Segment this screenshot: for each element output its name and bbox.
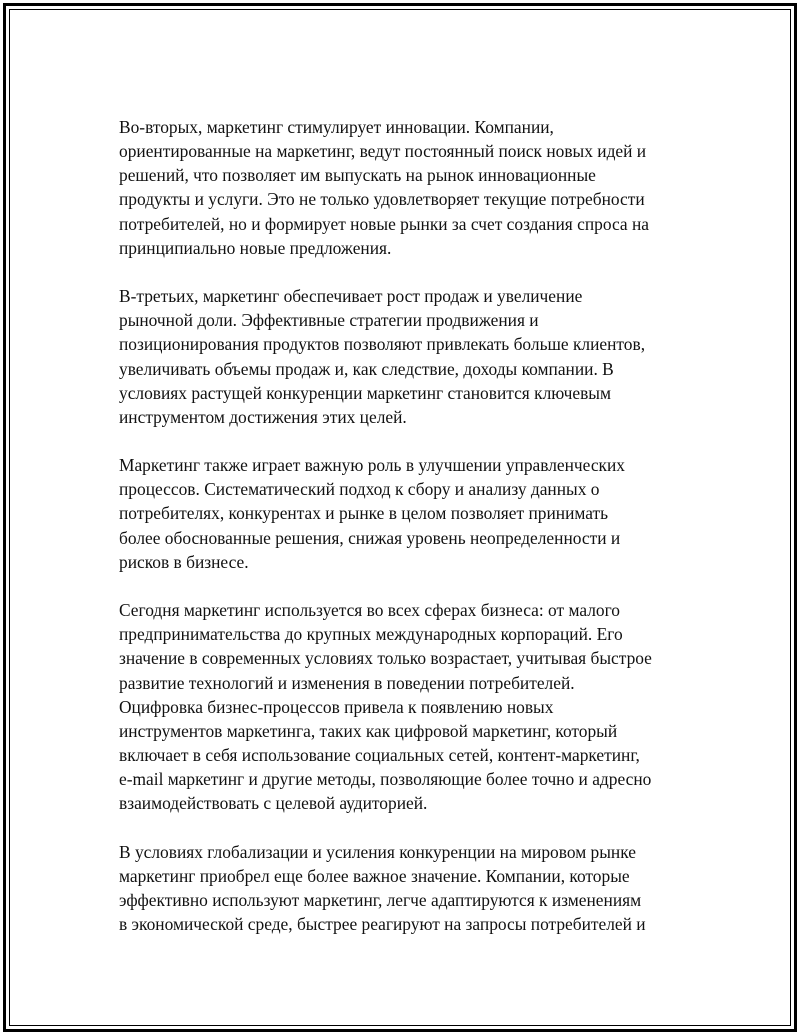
text-line: инструментов маркетинга, таких как цифровой маркетинг, который [119,720,618,741]
text-line: условиях растущей конкуренции маркетинг становится ключевым [119,382,611,403]
text-line: потребителях, конкурентах и рынке в целом позволяет принимать [119,503,609,524]
text-line: процессов. Систематический подход к сбору и анализу данных о [119,479,600,500]
text-line: Маркетинг также играет важную роль в улучшении управленческих [119,455,625,476]
text-line: взаимодействовать с целевой аудиторией. [119,793,428,814]
text-line: маркетинг приобрел еще более важное значение. Компании, которые [119,865,630,886]
text-line: ориентированные на маркетинг, ведут постоянный поиск новых идей и [119,141,647,162]
text-line: e-mail маркетинг и другие методы, позволяющие более точно и адресно [119,769,652,790]
text-line: В-третьих, маркетинг обеспечивает рост продаж и увеличение [119,286,583,307]
text-line: потребителей, но и формирует новые рынки за счет создания спроса на [119,213,650,234]
paragraph-1 [119,115,699,260]
paragraph-4 [119,598,699,815]
text-line: значение в современных условиях только возрастает, учитывая быстрое [119,648,652,669]
text-line: эффективно используют маркетинг, легче адаптируются к изменениям [119,889,642,910]
text-line: рисков в бизнесе. [119,551,249,572]
paragraph-2 [119,284,699,429]
text-line: рыночной доли. Эффективные стратегии продвижения и [119,310,539,331]
text-line: продукты и услуги. Это не только удовлетворяет текущие потребности [119,189,645,210]
text-line: предпринимательства до крупных международных корпораций. Его [119,624,623,645]
text-line: развитие технологий и изменения в поведении потребителей. [119,672,575,693]
paragraph-5 [119,840,699,937]
text-line: включает в себя использование социальных сетей, контент-маркетинг, [119,745,640,766]
text-line: Оцифровка бизнес-процессов привела к появлению новых [119,696,554,717]
text-line: решений, что позволяет им выпускать на рынок инновационные [119,165,596,186]
document-body [119,115,699,960]
text-line: Во-вторых, маркетинг стимулирует инновации. Компании, [119,117,554,137]
text-line: в экономической среде, быстрее реагируют на запросы потребителей и [119,914,646,935]
text-line: увеличивать объемы продаж и, как следствие, доходы компании. В [119,358,614,379]
paragraph-3 [119,453,699,574]
text-line: инструментом достижения этих целей. [119,406,407,427]
text-line: более обоснованные решения, снижая уровень неопределенности и [119,527,621,548]
text-line: позиционирования продуктов позволяют привлекать больше клиентов, [119,334,646,355]
text-line: Сегодня маркетинг используется во всех сферах бизнеса: от малого [119,600,620,621]
text-line: В условиях глобализации и усиления конкуренции на мировом рынке [119,841,636,862]
text-line: принципиально новые предложения. [119,237,392,258]
